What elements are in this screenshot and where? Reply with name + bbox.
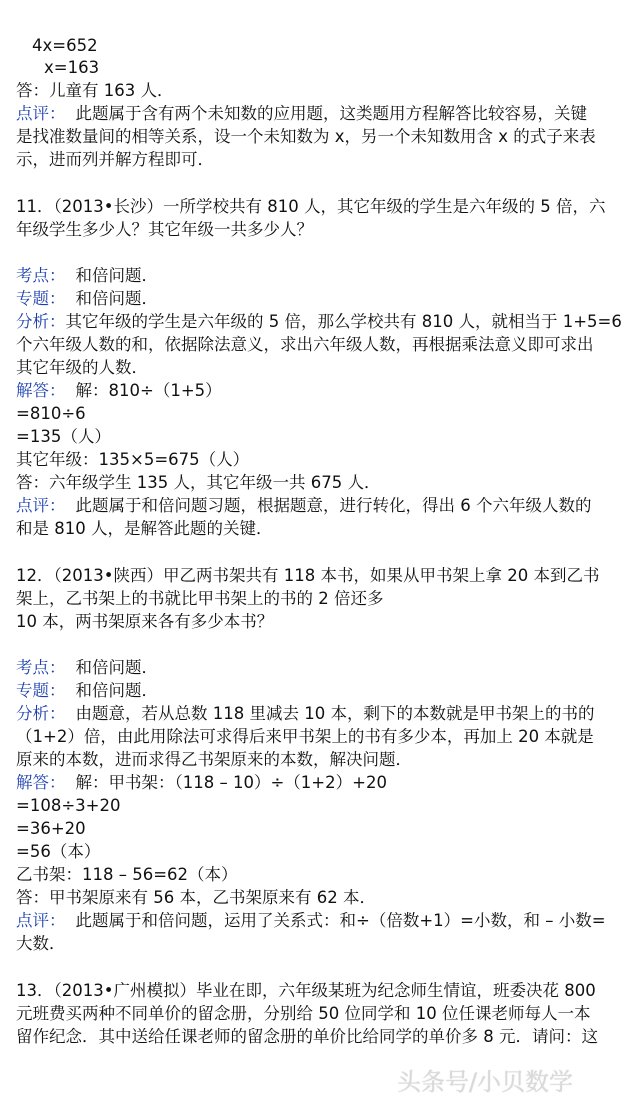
fenxi-line: 个六年级人数的和，依据除法意义，求出六年级人数，再根据乘法意义即可求出: [16, 335, 594, 354]
fenxi-label: 分析：: [16, 704, 66, 723]
jieda-line: =135（人）: [16, 427, 111, 446]
jieda-text: 解：810÷（1+5）: [75, 381, 222, 400]
fenxi-line: 其它年级的人数．: [16, 358, 148, 377]
jieda-line: =36+20: [16, 819, 86, 838]
jieda-line: =810÷6: [16, 404, 86, 423]
jieda-line: 乙书架：118 – 56=62（本）: [16, 865, 238, 884]
dianping-label: 点评：: [16, 496, 66, 515]
dianping-label: 点评：: [16, 911, 66, 930]
kaodian-label: 考点：: [16, 658, 66, 677]
comment-line: 是找准数量间的相等关系，设一个未知数为 x，另一个未知数用含 x 的式子来表: [16, 127, 596, 146]
kaodian-text: 和倍问题．: [75, 266, 158, 285]
fenxi-text: 由题意，若从总数 118 里减去 10 本，剩下的本数就是甲书架上的书的: [75, 704, 595, 723]
question-line: 10 本，两书架原来各有多少本书？: [16, 612, 274, 631]
equation-line: x=163: [44, 58, 100, 77]
kaodian-label: 考点：: [16, 266, 66, 285]
dianping-text: 此题属于和倍问题习题，根据题意，进行转化，得出 6 个六年级人数的: [75, 496, 592, 515]
zhuanti-label: 专题：: [16, 681, 66, 700]
zhuanti-label: 专题：: [16, 289, 66, 308]
question-line: 架上，乙书架上的书就比甲书架上的书的 2 倍还多: [16, 589, 384, 608]
dianping-line: 和是 810 人，是解答此题的关键．: [16, 519, 273, 538]
jieda-line: 其它年级：135×5=675（人）: [16, 450, 250, 469]
watermark: 头条号/小贝数学: [396, 1068, 574, 1096]
question-line: 元班费买两种不同单价的留念册，分别给 50 位同学和 10 位任课老师每人一本: [16, 1004, 591, 1023]
dianping-text: 此题属于和倍问题，运用了关系式：和÷（倍数+1）=小数，和 – 小数=: [75, 911, 606, 930]
jieda-line: 答：甲书架原来有 56 本，乙书架原来有 62 本．: [16, 888, 376, 907]
jieda-line: =108÷3+20: [16, 796, 121, 815]
equation-line: 4x=652: [32, 36, 98, 55]
question-line: 12．（2013•陕西）甲乙两书架共有 118 本书，如果从甲书架上拿 20 本到乙书: [16, 566, 600, 585]
dianping-line: 大数．: [16, 934, 66, 953]
fenxi-text: 其它年级的学生是六年级的 5 倍，那么学校共有 810 人，就相当于 1+5=6: [65, 312, 622, 331]
question-line: 留作纪念．其中送给任课老师的留念册的单价比给同学的单价多 8 元．请问：这: [16, 1027, 598, 1046]
jieda-line: =56（本）: [16, 842, 101, 861]
question-line: 11．（2013•长沙）一所学校共有 810 人，其它年级的学生是六年级的 5 倍，六: [16, 197, 606, 216]
question-line: 年级学生多少人？其它年级一共多少人？: [16, 220, 313, 239]
jieda-label: 解答：: [16, 773, 66, 792]
jieda-line: 答：六年级学生 135 人，其它年级一共 675 人．: [16, 473, 381, 492]
jieda-text: 解：甲书架：（118 – 10）÷（1+2）+20: [75, 773, 387, 792]
comment-line: 示，进而列并解方程即可．: [16, 150, 214, 169]
zhuanti-text: 和倍问题．: [75, 289, 158, 308]
zhuanti-text: 和倍问题．: [75, 681, 158, 700]
answer-line: 答：儿童有 163 人．: [16, 81, 174, 100]
kaodian-text: 和倍问题．: [75, 658, 158, 677]
fenxi-label: 分析：: [16, 312, 66, 331]
comment-text: 此题属于含有两个未知数的应用题，这类题用方程解答比较容易，关键: [75, 104, 587, 123]
comment-label: 点评：: [16, 104, 66, 123]
fenxi-line: 原来的本数，进而求得乙书架原来的本数，解决问题．: [16, 750, 412, 769]
jieda-label: 解答：: [16, 381, 66, 400]
fenxi-line: （1+2）倍，由此用除法可求得后来甲书架上的书有多少本，再加上 20 本就是: [16, 727, 594, 746]
question-line: 13．（2013•广州模拟）毕业在即，六年级某班为纪念师生情谊，班委决花 800: [16, 981, 596, 1000]
